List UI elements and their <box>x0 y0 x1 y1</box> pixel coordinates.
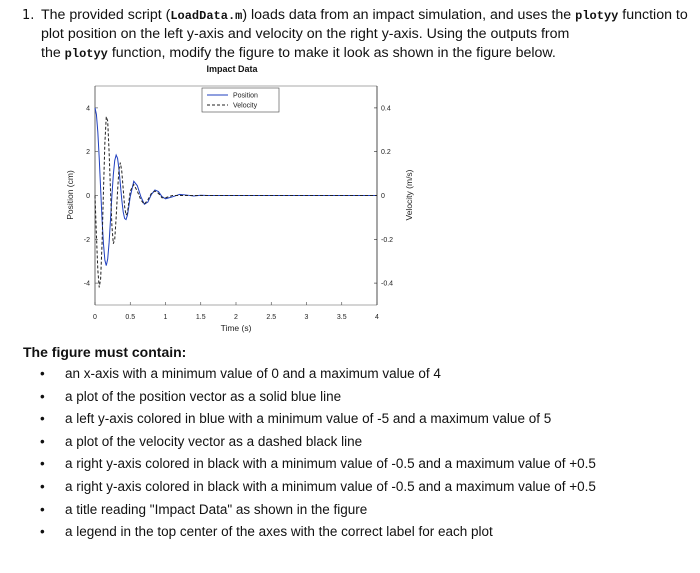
left-y-ticks <box>84 105 98 287</box>
text-segment: The provided script ( <box>41 7 171 23</box>
requirement-text: a plot of the velocity vector as a dashed black line <box>65 433 363 449</box>
bullet-icon: • <box>40 411 45 427</box>
right-y-tick-label: 0.2 <box>381 149 391 157</box>
text-segment: the <box>41 45 65 61</box>
requirement-text: a right y-axis colored in black with a minimum value of -0.5 and a maximum value of +0.5 <box>65 478 596 494</box>
requirement-text: an x-axis with a minimum value of 0 and a maximum value of 4 <box>65 366 441 381</box>
legend <box>202 88 279 112</box>
requirement-text: a legend in the top center of the axes with the correct label for each plot <box>65 524 493 540</box>
x-axis-label: Time (s) <box>220 323 252 333</box>
left-y-axis-label: Position (cm) <box>65 170 75 220</box>
requirement-text: a right y-axis colored in black with a minimum value of -0.5 and a maximum value of +0.5 <box>65 456 596 472</box>
left-y-tick-label: 0 <box>86 193 90 200</box>
text-segment: function, modify the figure to make it look as shown in the figure below. <box>107 45 556 61</box>
x-tick-label: 1 <box>163 314 168 321</box>
bullet-icon: • <box>40 524 45 540</box>
right-y-tick-label: -0.4 <box>381 280 394 288</box>
right-y-tick-label: -0.2 <box>381 236 394 244</box>
x-tick-label: 3.5 <box>336 314 347 321</box>
bullet-icon: • <box>40 478 45 494</box>
legend-label-velocity: Velocity <box>233 102 258 110</box>
requirements-list <box>40 365 596 546</box>
code-plotyy: plotyy <box>64 47 108 61</box>
left-y-tick-label: -2 <box>83 236 90 244</box>
requirement-text: a title reading "Impact Data" as shown in the figure <box>65 501 368 517</box>
x-tick-label: 2 <box>234 314 238 321</box>
right-y-axis-label: Velocity (m/s) <box>404 169 414 221</box>
right-y-tick-label: 0.4 <box>381 105 391 113</box>
x-tick-label: 3 <box>304 314 309 321</box>
requirement-text: a plot of the position vector as a solid blue line <box>65 388 342 404</box>
requirement-item <box>40 365 596 388</box>
problem-line-2: plot position on the left y-axis and velocity on the right y-axis. Using the outputs from <box>41 26 570 42</box>
text-segment: ) loads data from an impact simulation, and uses the <box>242 7 576 23</box>
requirement-item <box>40 523 596 546</box>
x-tick-label: 0 <box>93 314 97 321</box>
requirement-item <box>40 433 596 456</box>
requirement-item <box>40 388 596 411</box>
bullet-icon: • <box>40 366 45 381</box>
bullet-icon: • <box>40 456 45 472</box>
requirement-item <box>40 501 596 524</box>
x-tick-label: 0.5 <box>125 314 136 321</box>
requirement-item <box>40 455 596 478</box>
left-y-tick-label: 2 <box>86 149 90 157</box>
requirements-heading: The figure must contain: <box>23 344 187 360</box>
requirement-item <box>40 410 596 433</box>
right-y-tick-label: 0 <box>381 193 385 200</box>
bullet-icon: • <box>40 388 45 404</box>
series-line-position <box>95 108 377 266</box>
code-plotyy: plotyy <box>575 9 619 23</box>
series-line-velocity <box>95 117 377 288</box>
requirement-text: a left y-axis colored in blue with a minimum value of -5 and a maximum value of 5 <box>65 411 552 427</box>
left-y-tick-label: -4 <box>83 280 90 288</box>
bullet-icon: • <box>40 433 45 449</box>
x-tick-label: 1.5 <box>195 314 206 321</box>
bullet-icon: • <box>40 501 45 517</box>
legend-label-position: Position <box>233 92 258 100</box>
problem-number: 1. <box>22 8 35 23</box>
code-loaddata: LoadData.m <box>170 9 243 23</box>
chart-title: Impact Data <box>206 64 258 74</box>
series-layer <box>95 108 377 288</box>
x-tick-label: 2.5 <box>266 314 277 321</box>
requirement-item <box>40 478 596 501</box>
left-y-tick-label: 4 <box>86 105 90 113</box>
text-segment: function to <box>618 7 688 23</box>
x-tick-label: 4 <box>375 314 379 321</box>
